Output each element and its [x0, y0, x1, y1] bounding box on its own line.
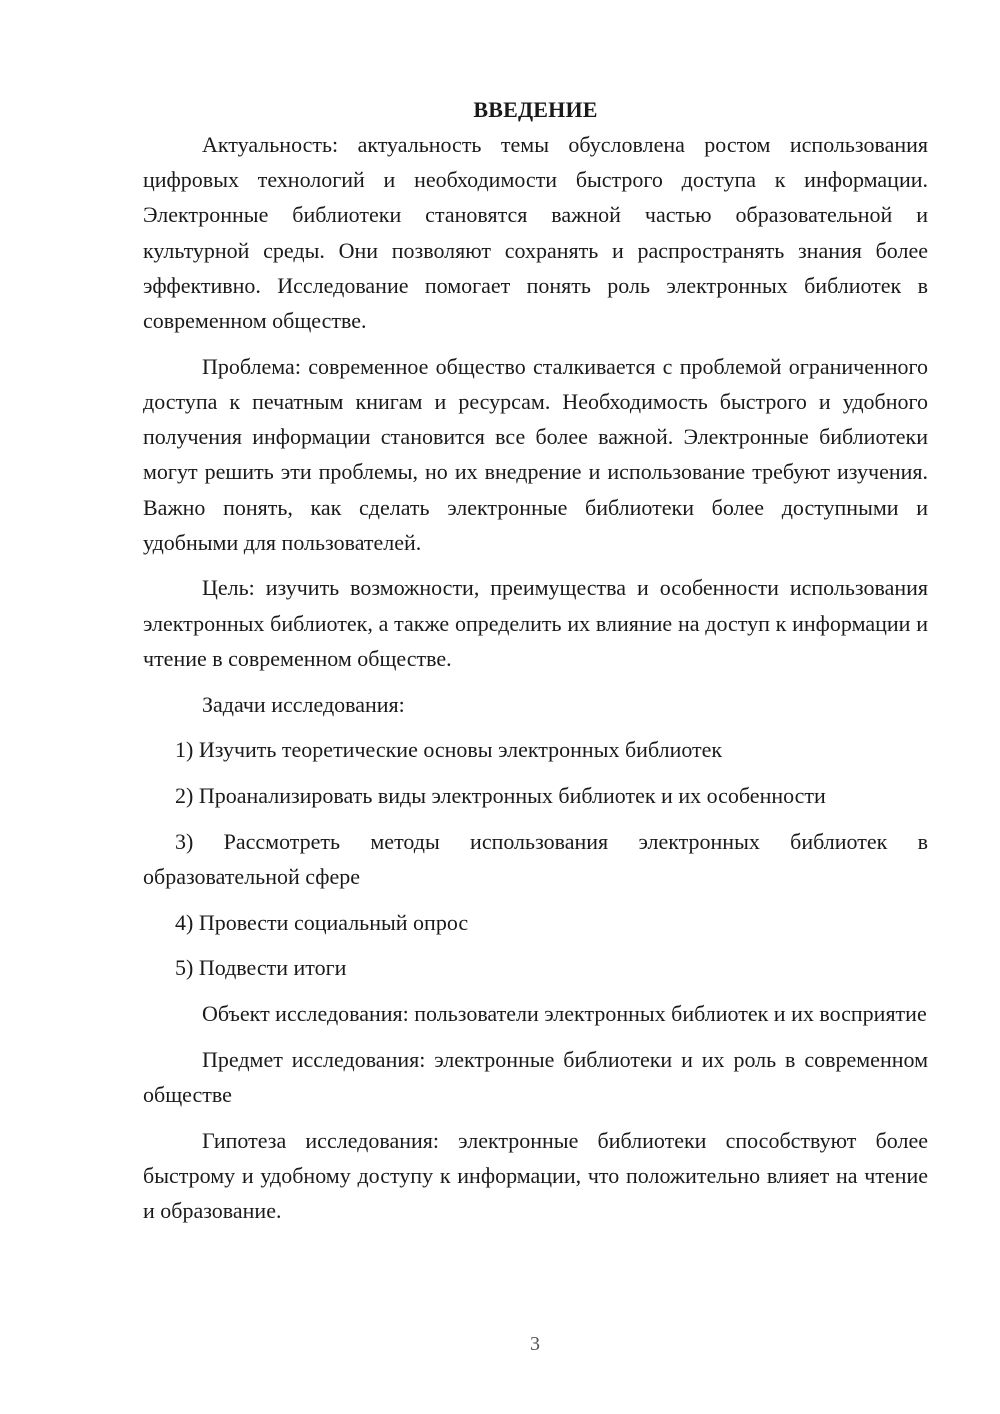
page-number: 3 [530, 1333, 540, 1355]
list-item: 2) Проанализировать виды электронных библиотек и их особенности [175, 782, 826, 808]
paragraph-goal: Цель: изучить возможности, преимущества и особенности использования электронных библиотек, а также определить их влияние на доступ к информации и чтение в современном обществе. [143, 575, 928, 671]
list-item: 3) Рассмотреть методы использования электронных библиотек в образовательной сфере [143, 828, 928, 889]
paragraph-object: Объект исследования: пользователи электронных библиотек и их восприятие [202, 1000, 927, 1026]
tasks-heading: Задачи исследования: [202, 691, 405, 717]
paragraph-hypothesis: Гипотеза исследования: электронные библиотеки способствуют более быстрому и удобному доступу к информации, что положительно влияет на чтение и образование. [143, 1127, 928, 1223]
document-page [143, 92, 928, 1239]
list-item: 1) Изучить теоретические основы электронных библиотек [175, 737, 723, 763]
list-item: 4) Провести социальный опрос [175, 909, 469, 935]
list-item: 5) Подвести итоги [175, 955, 347, 981]
paragraph-subject: Предмет исследования: электронные библиотеки и их роль в современном обществе [143, 1046, 928, 1107]
tasks-list [143, 732, 928, 985]
paragraph-relevance: Актуальность: актуальность темы обусловлена ростом использования цифровых технологий и необходимости быстрого доступа к информации. Электронные библиотеки становятся важной частью образовательной и культурной среды. Они позволяют сохранять и распространять знания более эффективно. Исследование помогает понять роль электронных библиотек в современном обществе. [143, 132, 928, 334]
paragraph-problem: Проблема: современное общество сталкивается с проблемой ограниченного доступа к печатным книгам и ресурсам. Необходимость быстрого и удобного получения информации становится все более важной. Электронные библиотеки могут решить эти проблемы, но их внедрение и использование требуют изучения. Важно понять, как сделать электронные библиотеки более доступными и удобными для пользователей. [143, 353, 928, 555]
document-title: ВВЕДЕНИЕ [473, 97, 598, 122]
